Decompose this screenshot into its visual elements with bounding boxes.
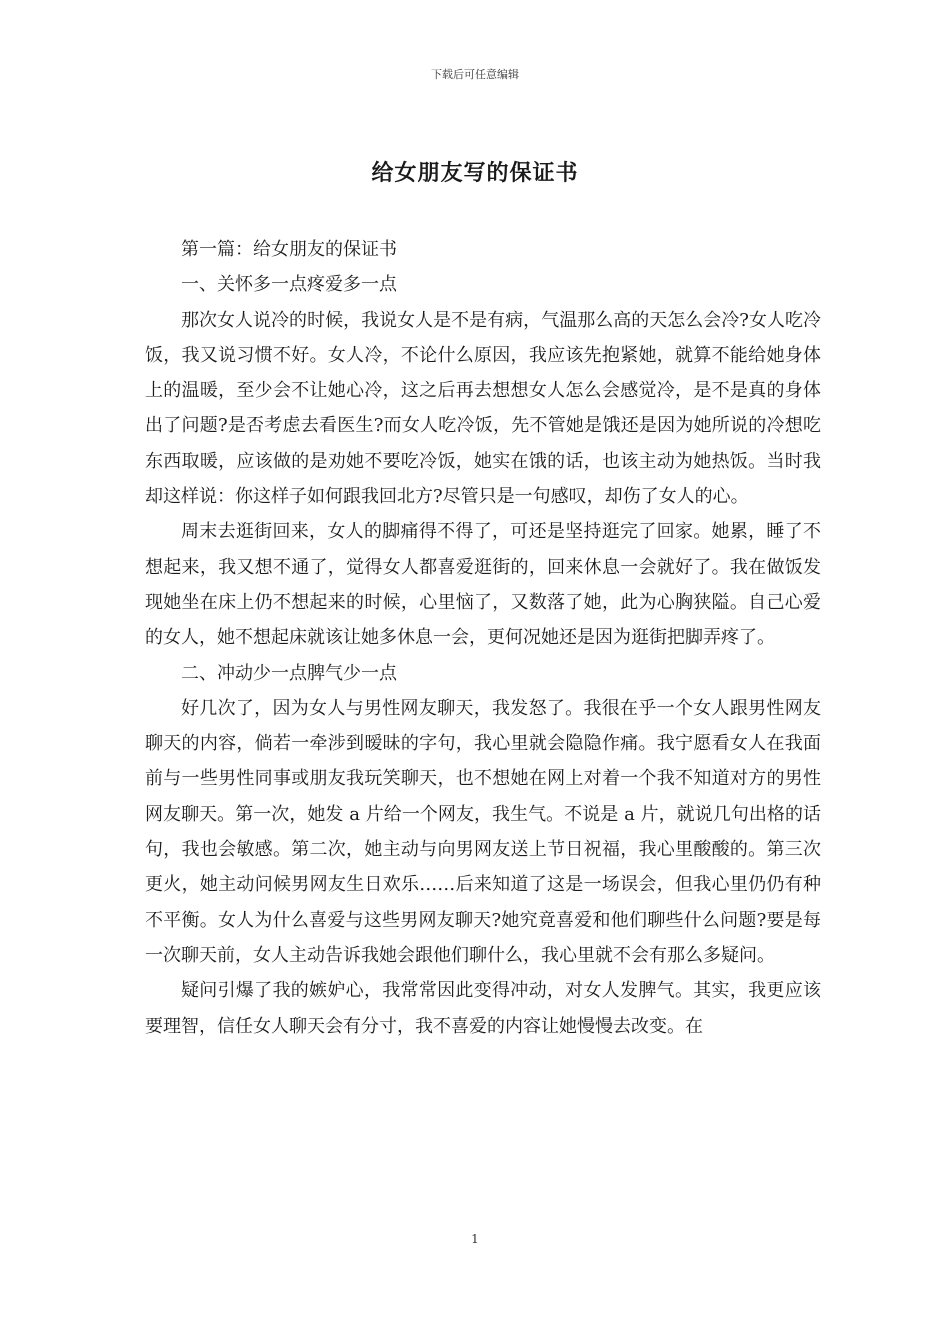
paragraph: 那次女人说冷的时候，我说女人是不是有病，气温那么高的天怎么会冷?女人吃冷饭，我又说习惯不好。女人冷，不论什么原因，我应该先抱紧她，就算不能给她身体上的温暖，至少会不让她心冷，这之后再去想想女人怎么会感觉冷，是不是真的身体出了问题?是否考虑去看医生?而女人吃冷饭，先不管她是饿还是因为她所说的冷想吃东西取暖，应该做的是劝她不要吃冷饭，她实在饿的话，也该主动为她热饭。当时我却这样说：你这样子如何跟我回北方?尽管只是一句感叹，却伤了女人的心。	[145, 309, 821, 508]
header-note: 下载后可任意编辑	[431, 68, 519, 81]
paragraph: 好几次了，因为女人与男性网友聊天，我发怒了。我很在乎一个女人跟男性网友聊天的内容，倘若一牵涉到暧昧的字句，我心里就会隐隐作痛。我宁愿看女人在我面前与一些男性同事或朋友我玩笑聊天，也不想她在网上对着一个我不知道对方的男性网友聊天。第一次，她发 a 片给一个网友，我生气。不说是 a 片，就说几句出格的话句，我也会敏感。第二次，她主动与向男网友送上节日祝福，我心里酸酸的。第三次更火，她主动问候男网友生日欢乐……后来知道了这是一场误会，但我心里仍仍有种不平衡。女人为什么喜爱与这些男网友聊天?她究竟喜爱和他们聊些什么问题?要是每一次聊天前，女人主动告诉我她会跟他们聊什么，我心里就不会有那么多疑问。	[145, 697, 821, 966]
subheading-care: 一、关怀多一点疼爱多一点	[181, 274, 397, 296]
section-heading-part-one: 第一篇：给女朋友的保证书	[181, 239, 397, 260]
document-body	[145, 232, 821, 1044]
page-number: 1	[471, 1232, 479, 1246]
document-title: 给女朋友写的保证书	[371, 160, 579, 186]
paragraph: 疑问引爆了我的嫉妒心，我常常因此变得冲动，对女人发脾气。其实，我更应该要理智，信任女人聊天会有分寸，我不喜爱的内容让她慢慢去改变。在	[145, 980, 821, 1037]
paragraph: 周末去逛街回来，女人的脚痛得不得了，可还是坚持逛完了回家。她累，睡了不想起来，我又想不通了，觉得女人都喜爱逛街的，回来休息一会就好了。我在做饭发现她坐在床上仍不想起来的时候，心里恼了，又数落了她，此为心胸狭隘。自己心爱的女人，她不想起床就该让她多休息一会，更何况她还是因为逛街把脚弄疼了。	[145, 521, 821, 649]
subheading-temper: 二、冲动少一点脾气少一点	[181, 662, 397, 684]
